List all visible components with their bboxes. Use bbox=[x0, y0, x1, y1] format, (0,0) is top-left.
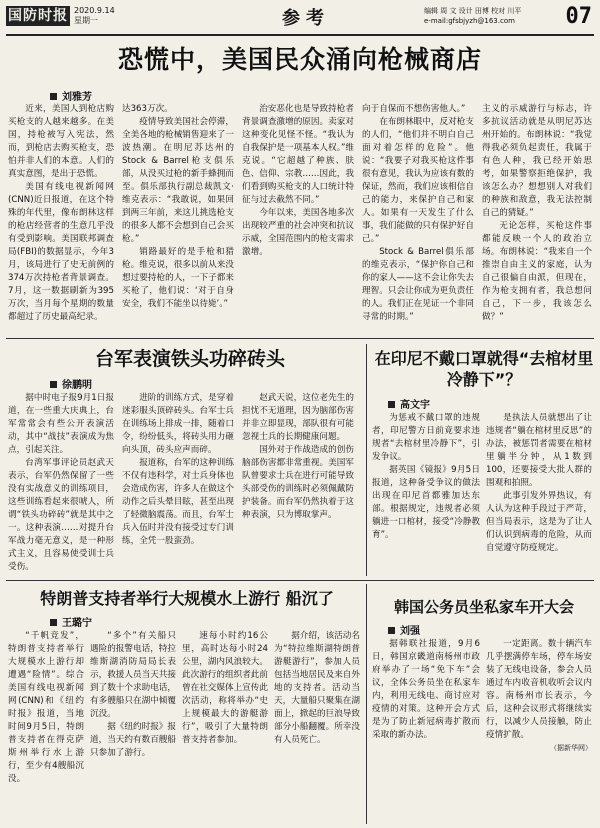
weekday-text: 星期一 bbox=[74, 16, 98, 25]
paragraph: “千帆竞发”，特朗普支持者举行大规模水上游行却遭遇“险情”。综合美国有线电视新闻网(CNN)和《纽约时报》报道，当地时间9月5日，特朗普支持者在得克萨斯州举行水上游行，至少有4艘船沉没。 bbox=[8, 631, 84, 784]
section-title: 参考 bbox=[282, 8, 330, 29]
article1-column-1 bbox=[8, 103, 114, 325]
paragraph: “多个”有关船只遇险的报警电话，特拉维斯湖消防局局长表示，救援人员当天共接到了数十个求助电话，有多艘船只在湖中倾覆沉没。 bbox=[90, 631, 176, 719]
paragraph: 疫情导致美国社会停滞，全美各地的枪械销售迎来了一波热潮。在明尼苏达州的Stock & Barrel枪支俱乐部，从没买过枪的新手蜂拥而至。俱乐部执行副总裁凯文·维克表示：“我敢说，如果回到两三年前，来这儿挑选枪支的很多人都不会想到自己会买枪。” bbox=[122, 117, 234, 244]
article4-column-1 bbox=[8, 630, 84, 822]
paragraph: 据韩联社报道，9月6日，韩国京畿道南杨州市政府举办了一场“免下车”会议，全体公务员坐在私家车内，利用无线电、商讨应对疫情的对策。这种开会方式是为了防止新冠病毒扩散而采取的新办法。 bbox=[372, 639, 480, 740]
paragraph: 主义的示威游行与标志，许多抗议活动就是从明尼苏达州开始的。布朗林说：“我觉得我必须负起责任，我属于有色人种，我已经开始思考，如果警察拒绝保护，我该怎么办？想想别人对我们的种族和敌意，我无法控制自己的猜疑。” bbox=[482, 104, 592, 218]
email-line: e-mail:gfsbjyzh@163.com bbox=[424, 17, 515, 25]
paragraph: 进阶的训练方式，是穿着迷彩服头顶碎砖头。台军士兵在训练场上排成一排，随着口令，纷纷低头，将砖头用力砸向头顶，砖头应声而碎。 bbox=[122, 393, 234, 455]
paragraph: 据介绍，该活动名为“特拉维斯湖特朗普游艇游行”，参加人员包括当地居民及来自外地的支持者。活动当天，大量船只聚集在湖面上，掀起的巨浪导致部分小船翻覆。所幸没有人员死亡。 bbox=[274, 631, 360, 745]
article5-column-2 bbox=[486, 638, 592, 824]
source-credit: （据新华网） bbox=[550, 744, 592, 752]
article1-column-4 bbox=[362, 103, 474, 325]
paragraph: Stock & Barrel俱乐部的维克表示，“保护你自己和你的家人——这不会让你失去理智。只会让你成为更负责任的人。我们正在见证一个非同寻常的时期。” bbox=[362, 247, 474, 322]
headline-taiwan-army: 台军表演铁头功碎砖头 bbox=[94, 348, 285, 370]
paragraph: 国外对于作战造成的创伤脑部伤害都非常重视。美国军队曾要求士兵在进行可能导致头部受伤的训练时必须佩戴防护装备。而台军仍然执着于这种表演，只为博取掌声。 bbox=[242, 445, 354, 520]
article5-column-1 bbox=[372, 638, 480, 824]
paragraph: 美国有线电视新闻网(CNN)近日报道，在这个特殊的年代里，像布朗林这样的枪店经营者的生意几乎没有受到影响。美国联邦调查局(FBI)的数据显示，今年3月，该局进行了史无前例的374万次持枪者背景调查。7月，这一数据刷新为395万次，当月每个星期的数量都超过了历史最高纪录。 bbox=[8, 182, 114, 322]
paragraph: 此事引发外界热议，有人认为这种手段过于严苛，但当局表示，这是为了让人们认识到病毒的危险，从而自觉遵守防疫规定。 bbox=[486, 491, 592, 553]
byline-article3: 高文宇 bbox=[388, 396, 430, 411]
page-number: 07 bbox=[565, 4, 592, 29]
headline-indonesia-masks: 在印尼不戴口罩就得“去棺材里冷静下”？ bbox=[374, 349, 594, 389]
paragraph: 台湾军事评论员赵武天表示，台军仍然保留了一些没有实战意义的训练项目，这些训练看起来很唬人，所谓“铁头功碎砖”就是其中之一。这种表演……对提升台军战力毫无意义，是一种形式主义，且容易使受训士兵受伤。 bbox=[8, 458, 114, 572]
paragraph: 销路最好的是手枪和猎枪。维克说，很多以前从来没想过要持枪的人，一下子都来买枪了，他们说：‘对于自身安全，我们不能坐以待毙’。” bbox=[122, 247, 234, 309]
article3-column-1 bbox=[372, 412, 480, 574]
paragraph: 为惩戒不戴口罩的违规者，印尼警方日前竟要求违规者“去棺材里冷静下”，引发争议。 bbox=[372, 413, 480, 462]
editors-line: 编辑 周 文 设计 田博 校对 川平 bbox=[424, 7, 522, 15]
article1-column-5 bbox=[482, 103, 592, 325]
article2-column-3 bbox=[242, 392, 354, 574]
headline-korea-car-meeting: 韩国公务员坐私家车开大会 bbox=[393, 598, 574, 616]
paragraph: 据《纽约时报》报道，当天约有数百艘船只参加了游行。 bbox=[90, 722, 176, 758]
paragraph: 今年以来，美国各地多次出现较严重的社会冲突和抗议示威，全国范围内的枪支需求激增。 bbox=[242, 208, 354, 257]
paragraph: 近来，美国人到枪店购买枪支的人越来越多。在美国，持枪被写入宪法，然而，到枪店去购买枪支，恐怕并非人们的本意。人们的真实意图，是出于恐慌。 bbox=[8, 104, 114, 179]
newspaper-logo: 国防时报 bbox=[8, 8, 68, 24]
headline-gun-stores: 恐慌中，美国民众涌向枪械商店 bbox=[117, 45, 482, 74]
divider bbox=[366, 344, 367, 576]
article1-column-3 bbox=[242, 103, 354, 325]
byline-article2: 徐鹏明 bbox=[50, 376, 92, 391]
paragraph: 据英国《镜报》9月5日报道，这种备受争议的做法出现在印尼首都雅加达东部。根据规定，违规者必须躺进一口棺材，接受“冷静教育”。 bbox=[372, 465, 480, 540]
divider bbox=[6, 338, 594, 339]
article4-column-4 bbox=[274, 630, 360, 822]
paragraph: 是执法人员就想出了让违规者“躺在棺材里反思”的办法，被惩罚者需要在棺材里躺半分钟，从1数到100，还要接受大批人群的围观和拍照。 bbox=[486, 413, 592, 488]
byline-article5: 刘强 bbox=[388, 622, 420, 637]
article2-column-2 bbox=[122, 392, 234, 574]
masthead bbox=[6, 4, 594, 36]
issue-date bbox=[74, 6, 115, 26]
paragraph: 达363万次。 bbox=[122, 104, 173, 114]
article2-column-1 bbox=[8, 392, 114, 574]
date-text: 2020.9.14 bbox=[74, 6, 115, 15]
byline-article4: 王璐宁 bbox=[50, 614, 92, 629]
paragraph: 速每小时约16公里，高时达每小时24公里，湖内风浪较大。此次游行的组织者此前曾在社交媒体上宣传此次活动，称将举办“史上规模最大的游艇游行”，吸引了大量特朗普支持者参加。 bbox=[182, 631, 268, 745]
divider bbox=[366, 584, 367, 824]
paragraph: 治安恶化也是导致持枪者背景调查激增的原因。卖家对这种变化见怪不怪。“我认为自我保护是一项基本人权。”维克说。“它超越了种族、肤色、信仰、宗教……因此，我们看到购买枪支的人口统计特征与过去截然不同。” bbox=[242, 104, 354, 205]
article4-column-2 bbox=[90, 630, 176, 822]
article1-column-2 bbox=[122, 103, 234, 325]
byline-article1: 刘雅芳 bbox=[50, 88, 92, 103]
paragraph: 无论怎样，买枪这件事都能反映一个人的政治立场。布朗林说：“我来自一个推崇自由主义的家庭，认为自己很偏自由派，但现在，作为枪支拥有者，我总想问自己，下一步，我该怎么做？” bbox=[482, 221, 592, 322]
paragraph: 一定距离。数十辆汽车几乎摆满停车场，停车场安装了无线电设备，参会人员通过车内收音机收听会议内容。南杨州市长表示，今后，这种会议形式将继续实行，以减少人员接触，防止疫情扩散。 bbox=[486, 639, 592, 740]
divider bbox=[6, 580, 594, 581]
paragraph: 赵武天说，这位老先生的担忧不无道理，因为脑部伤害并非立即显现，部队很有可能忽视士兵的长期健康问题。 bbox=[242, 393, 354, 442]
paragraph: 在布朗林眼中，反对枪支的人们，“他们并不明白自己面对着怎样的危险”。他说：“我要子对我买枪这件事很有意见，我认为应该有数的保证，然而，我们应该相信自己的能力，来保护自己和家人。如果有一天发生了什么事，我们能做的只有保护好自己。” bbox=[362, 117, 474, 244]
paragraph: 据中时电子报9月1日报道，在一些重大庆典上，台军常常会有些公开表演活动，其中“战技”表演成为焦点，引起关注。 bbox=[8, 393, 114, 455]
article3-column-2 bbox=[486, 412, 592, 574]
paragraph: 向于自保而不想伤害他人。” bbox=[362, 104, 466, 114]
paragraph: 报道称，台军的这种训练不仅有违科学，对士兵身体也会造成伤害，许多人在做这个动作之后头晕目眩，甚至出现了轻微脑震荡。而且，台军士兵入伍时并没有接受过专门训练，全凭一股蛮劲。 bbox=[122, 458, 234, 546]
headline-trump-boat-parade: 特朗普支持者举行大规模水上游行 船沉了 bbox=[40, 589, 334, 608]
article4-column-3 bbox=[182, 630, 268, 822]
editors-credit bbox=[424, 6, 521, 26]
